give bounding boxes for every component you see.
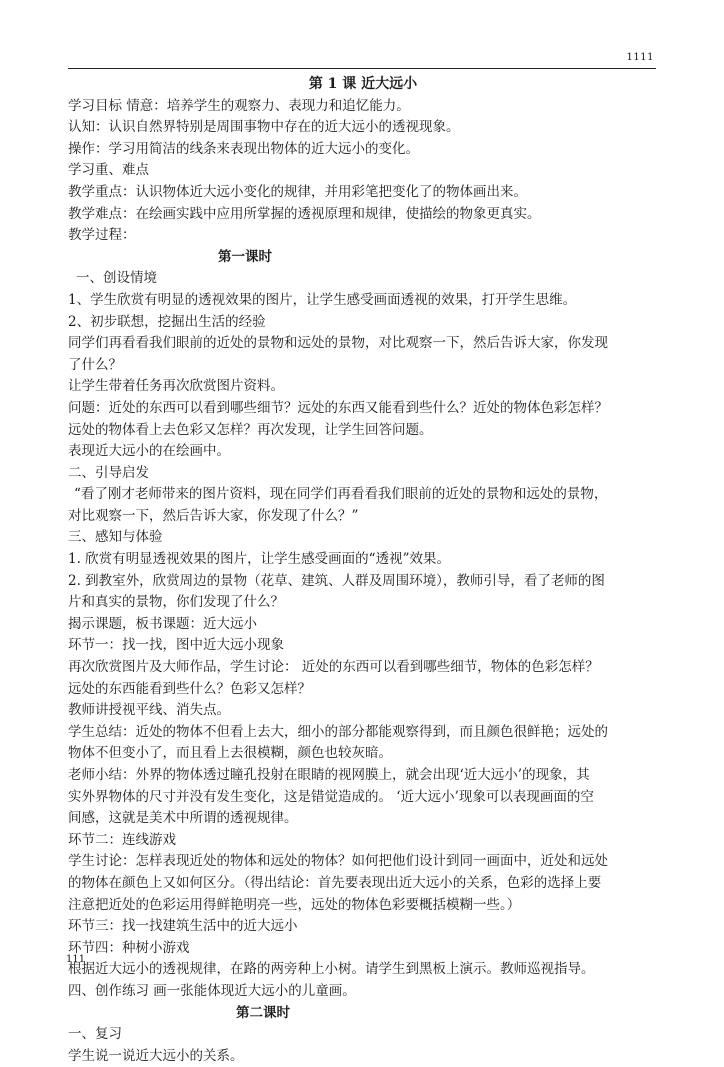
objective-line: 学习目标 情意：培养学生的观察力、表现力和追忆能力。 — [68, 97, 410, 114]
step-heading: 环节一：找一找，图中近大远小现象 — [68, 637, 284, 654]
text-line: 物体不但变小了，而且看上去很模糊，颜色也较灰暗。 — [68, 745, 392, 762]
text-line: 学生总结：近处的物体不但看上去大，细小的部分都能观察得到，而且颜色很鲜艳；远处的 — [68, 723, 608, 740]
text-line: 再次欣赏图片及大师作品，学生讨论： 近处的东西可以看到哪些细节，物体的色彩怎样？ — [68, 659, 599, 676]
text-line: 实外界物体的尺寸并没有发生变化，这是错觉造成的。 ‘近大远小’现象可以表现画面的空 — [68, 788, 594, 805]
text-line: 教师讲授视平线、消失点。 — [68, 702, 230, 719]
text-line: 同学们再看看我们眼前的近处的景物和远处的景物，对比观察一下，然后告诉大家，你发现 — [68, 335, 608, 352]
text-line: 老师小结：外界的物体透过瞳孔投射在眼睛的视网膜上，就会出现‘近大远小’的现象，其 — [68, 767, 590, 783]
text-line: 1、学生欣赏有明显的透视效果的图片，让学生感受画面透视的效果，打开学生思维。 — [68, 291, 577, 308]
step-heading: 环节四：种树小游戏 — [68, 939, 190, 956]
text-line: 远处的东西能看到些什么？色彩又怎样？ — [68, 680, 311, 697]
text-line: 远处的物体看上去色彩又怎样？再次发现，让学生回答问题。 — [68, 421, 433, 438]
section-heading: 四、创作练习 画一张能体现近大远小的儿童画。 — [68, 982, 356, 999]
text-line: 1. 欣赏有明显透视效果的图片，让学生感受画面的“透视”效果。 — [68, 551, 450, 568]
quote-line: “看了刚才老师带来的图片资料，现在同学们再看看我们眼前的近处的景物和远处的景物， — [74, 486, 608, 503]
section-heading: 一、创设情境 — [76, 270, 157, 287]
text-line: 的物体在颜色上又如何区分。（得出结论：首先要表现出近大远小的关系，色彩的选择上要 — [68, 874, 602, 891]
text-line: 表现近大远小的在绘画中。 — [68, 443, 230, 460]
text-line: 揭示课题，板书课题：近大远小 — [68, 615, 257, 632]
teaching-focus-line: 教学重点：认识物体近大远小变化的规律，并用彩笔把变化了的物体画出来。 — [68, 183, 527, 200]
section-heading: 三、感知与体验 — [68, 529, 163, 546]
operation-line: 操作：学习用简洁的线条来表现出物体的近大远小的变化。 — [68, 140, 419, 157]
quote-line: 对比观察一下，然后告诉大家，你发现了什么？” — [68, 507, 359, 524]
teaching-process-heading: 教学过程： — [68, 227, 136, 244]
footer-page-number: 111 — [66, 954, 86, 965]
session-one-heading: 第一课时 — [218, 248, 272, 265]
text-line: 2. 到教室外，欣赏周边的景物（花草、建筑、人群及周围环境），教师引导，看了老师的图 — [68, 572, 605, 589]
section-heading: 二、引导启发 — [68, 464, 149, 481]
header-divider — [68, 68, 656, 69]
text-line: 根据近大远小的透视规律，在路的两旁种上小树。请学生到黑板上演示。教师巡视指导。 — [68, 961, 595, 978]
section-heading: 一、复习 — [68, 1026, 122, 1043]
text-line: 2、初步联想，挖掘出生活的经验 — [68, 313, 266, 330]
text-line: 间感，这就是美术中所谓的透视规律。 — [68, 810, 298, 827]
text-line: 让学生带着任务再次欣赏图片资料。 — [68, 378, 284, 395]
header-page-number: 1111 — [626, 52, 654, 63]
text-line: 了什么？ — [68, 356, 122, 373]
lesson-title: 第 1 课 近大远小 — [308, 76, 418, 92]
teaching-difficulty-line: 教学难点：在绘画实践中应用所掌握的透视原理和规律，使描绘的物象更真实。 — [68, 205, 541, 222]
text-line: 注意把近处的色彩运用得鲜艳明亮一些，远处的物体色彩要概括模糊一些。） — [68, 896, 521, 913]
text-line: 片和真实的景物，你们发现了什么？ — [68, 594, 284, 611]
step-heading: 环节二：连线游戏 — [68, 831, 176, 848]
key-points-heading: 学习重、难点 — [68, 162, 149, 179]
step-heading: 环节三：找一找建筑生活中的近大远小 — [68, 918, 298, 935]
cognition-line: 认知：认识自然界特别是周围事物中存在的近大远小的透视现象。 — [68, 119, 460, 136]
text-line: 学生讨论：怎样表现近处的物体和远处的物体？如何把他们设计到同一画面中，近处和远处 — [68, 853, 608, 870]
text-line: 学生说一说近大远小的关系。 — [68, 1047, 244, 1064]
document-body — [68, 74, 658, 1067]
session-two-heading: 第二课时 — [236, 1004, 290, 1021]
text-line: 问题：近处的东西可以看到哪些细节？远处的东西又能看到些什么？近处的物体色彩怎样？ — [68, 399, 608, 416]
